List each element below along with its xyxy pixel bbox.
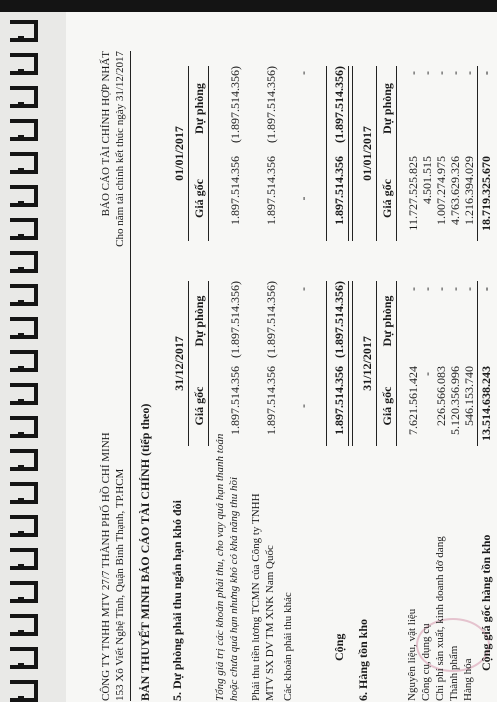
- s5-total-v1: 1.897.514.356: [332, 366, 346, 435]
- s6-period-1: 31/12/2017: [360, 336, 374, 391]
- s6-row4-label: Thành phẩm: [448, 645, 460, 701]
- s6-row4-v1: 5.120.356.996: [448, 366, 462, 435]
- s5-row1-label-a: Tổng giá trị các khoản phải thu, cho vay quá hạn thanh toán: [214, 433, 226, 701]
- binding-ring: [10, 614, 38, 636]
- s6-total-v3: 18.719.325.670: [479, 156, 493, 231]
- binding-ring: [10, 284, 38, 306]
- s6-row4-v3: 4.763.629.326: [448, 156, 462, 225]
- binding-ring: [10, 20, 38, 42]
- s5-row2-label-a: Phải thu tiền lương TCMN của Công ty TNHH: [250, 493, 262, 701]
- s6-total-label: Cộng giá gốc hàng tồn kho: [479, 534, 493, 671]
- binding-ring: [10, 317, 38, 339]
- s5-total-rule-1: [326, 281, 327, 446]
- s6-row4-v4: -: [448, 71, 462, 75]
- s6-col-prov-1: Dự phòng: [380, 295, 394, 347]
- scanner-top-edge: [0, 0, 497, 12]
- s5-row2-v2: (1.897.514.356): [264, 281, 278, 358]
- s6-row2-label: Công cụ, dụng cụ: [420, 623, 432, 701]
- s5-row3-v2: -: [296, 287, 310, 291]
- s5-period-2: 01/01/2017: [172, 126, 186, 181]
- s5-row1-v3: 1.897.514.356: [228, 156, 242, 225]
- s6-col-cost-2: Giá gốc: [380, 179, 394, 218]
- s5-total-rule-2: [326, 66, 327, 241]
- s5-period-1: 31/12/2017: [172, 336, 186, 391]
- binding-ring: [10, 350, 38, 372]
- s6-row1-label: Nguyên liệu, vật liệu: [406, 608, 418, 701]
- s6-row2-v2: -: [420, 287, 434, 291]
- binding-ring: [10, 548, 38, 570]
- binding-ring: [10, 152, 38, 174]
- s6-col-cost-1: Giá gốc: [380, 386, 394, 426]
- s6-period-rule-1: [376, 281, 377, 446]
- s5-total-v3: 1.897.514.356: [332, 156, 346, 225]
- header-rule: [130, 51, 131, 701]
- s5-row1-v2: (1.897.514.356): [228, 281, 242, 358]
- s5-col-cost-2: Giá gốc: [192, 179, 206, 218]
- s5-row2-label-b: MTV SX DV TM XNK Nam Quốc: [264, 545, 276, 701]
- section5-title: 5. Dự phòng phải thu ngắn hạn khó đòi: [170, 500, 184, 701]
- binding-ring: [10, 647, 38, 669]
- s6-total-rule-2: [477, 66, 478, 241]
- s5-row2-v4: (1.897.514.356): [264, 66, 278, 143]
- s6-period-2: 01/01/2017: [360, 126, 374, 181]
- s5-row2-v1: 1.897.514.356: [264, 366, 278, 435]
- s6-col-rule-2: [396, 66, 397, 241]
- binding-ring: [10, 86, 38, 108]
- s6-row1-v3: 11.727.525.825: [406, 156, 420, 231]
- s5-col-rule-2: [208, 66, 209, 241]
- s6-row2-v1: -: [420, 372, 434, 376]
- binding-ring: [10, 251, 38, 273]
- s6-total-rule-1: [477, 281, 478, 446]
- s5-total-v2: (1.897.514.356): [332, 281, 346, 358]
- s5-double-rule-2: [348, 66, 353, 241]
- s6-row5-v2: -: [462, 287, 476, 291]
- s6-row3-v4: -: [434, 71, 448, 75]
- s5-row1-v1: 1.897.514.356: [228, 366, 242, 435]
- s6-period-rule-2: [376, 66, 377, 241]
- s6-total-v1: 13.514.638.243: [479, 366, 493, 441]
- s5-row3-v1: -: [296, 404, 310, 408]
- binding-ring: [10, 53, 38, 75]
- s6-row3-v3: 1.007.274.975: [434, 156, 448, 225]
- company-address: 153 Xô Viết Nghệ Tĩnh, Quận Bình Thạnh, TP.HCM: [114, 468, 126, 701]
- binding-ring: [10, 185, 38, 207]
- s6-total-v2: -: [479, 287, 493, 291]
- s6-col-rule-1: [396, 281, 397, 446]
- binding-ring: [10, 515, 38, 537]
- binding-ring: [10, 119, 38, 141]
- binding-ring: [10, 680, 38, 702]
- s6-row4-v2: -: [448, 287, 462, 291]
- s5-total-label: Cộng: [332, 633, 346, 661]
- binding-ring: [10, 581, 38, 603]
- binding-ring: [10, 383, 38, 405]
- s6-row2-v3: 4.501.515: [420, 156, 434, 204]
- binding-ring: [10, 482, 38, 504]
- s6-col-prov-2: Dự phòng: [380, 83, 394, 134]
- binding-ring: [10, 449, 38, 471]
- s6-row3-v1: 226.566.083: [434, 366, 448, 426]
- spiral-binding: [0, 12, 66, 702]
- s5-row2-v3: 1.897.514.356: [264, 156, 278, 225]
- s5-col-prov-2: Dự phòng: [192, 83, 206, 134]
- binding-ring: [10, 218, 38, 240]
- report-period: Cho năm tài chính kết thúc ngày 31/12/2017: [114, 51, 126, 247]
- s5-row1-v4: (1.897.514.356): [228, 66, 242, 143]
- s6-row1-v4: -: [406, 71, 420, 75]
- s5-period-rule-1: [188, 281, 189, 446]
- s5-double-rule-1: [348, 281, 353, 446]
- s6-row3-v2: -: [434, 287, 448, 291]
- s5-row3-v4: -: [296, 71, 310, 75]
- report-title: BÁO CÁO TÀI CHÍNH HỢP NHẤT: [100, 51, 112, 217]
- s6-row1-v2: -: [406, 287, 420, 291]
- s5-row3-v3: -: [296, 196, 310, 201]
- s6-row5-v4: -: [462, 71, 476, 75]
- s6-row5-v1: 546.153.740: [462, 366, 476, 426]
- s5-row3-label: Các khoản phải thu khác: [282, 592, 294, 701]
- rotated-document: [90, 51, 493, 701]
- s6-row3-label: Chi phí sản xuất, kinh doanh dở dang: [434, 536, 446, 701]
- section6-title: 6. Hàng tồn kho: [356, 618, 370, 701]
- s6-total-v4: -: [479, 71, 493, 75]
- s6-row2-v4: -: [420, 71, 434, 75]
- company-name: CÔNG TY TNHH MTV 27/7 THÀNH PHỐ HỒ CHÍ MINH: [100, 432, 112, 701]
- s6-row5-v3: 1.216.394.029: [462, 156, 476, 225]
- notes-title: BẢN THUYẾT MINH BÁO CÁO TÀI CHÍNH (tiếp theo): [138, 403, 152, 701]
- s5-total-v4: (1.897.514.356): [332, 66, 346, 143]
- s5-period-rule-2: [188, 66, 189, 241]
- s5-row1-label-b: hoặc chưa quá hạn nhưng khó có khả năng thu hồi: [228, 476, 240, 701]
- s6-row5-label: Hàng hóa: [462, 658, 474, 701]
- s5-col-prov-1: Dự phòng: [192, 295, 206, 347]
- binding-ring: [10, 416, 38, 438]
- s5-col-cost-1: Giá gốc: [192, 386, 206, 426]
- s5-col-rule-1: [208, 281, 209, 446]
- s6-row1-v1: 7.621.561.424: [406, 366, 420, 435]
